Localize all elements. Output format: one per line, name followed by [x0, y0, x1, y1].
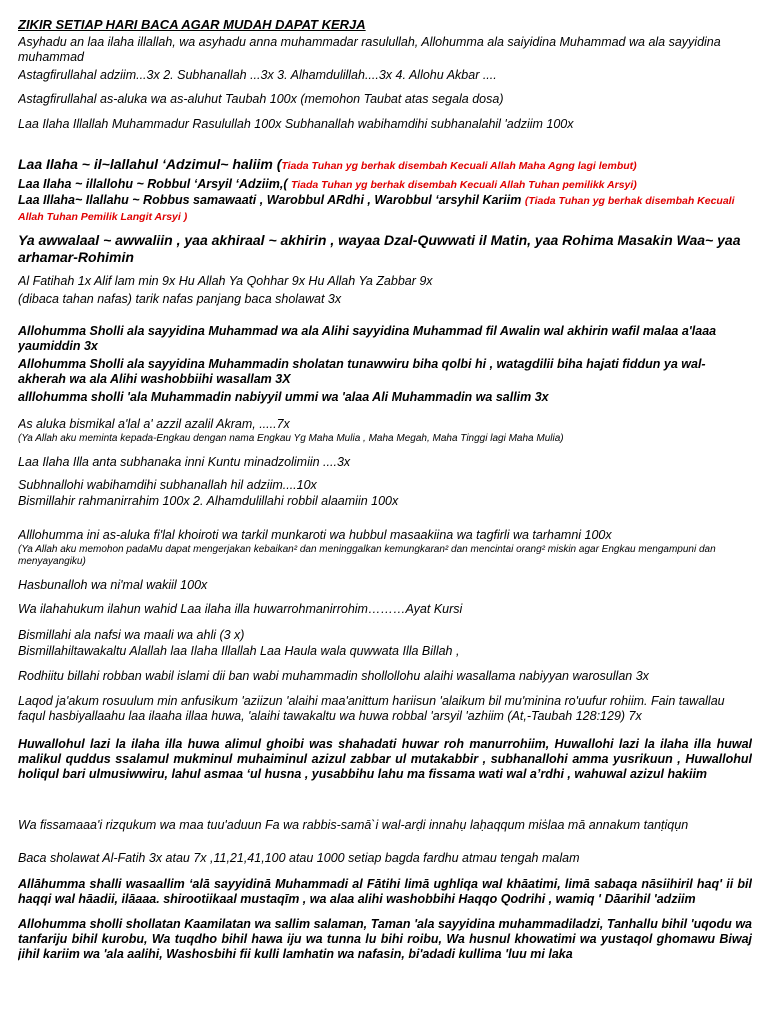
tahlil-langit-line	[18, 193, 752, 225]
hasbunalloh-line: Hasbunalloh wa ni'mal wakiil 100x	[18, 578, 208, 592]
bismillah-line: Bismillahir rahmanirrahim 100x 2. Alhamdulillahi robbil alaamiin 100x	[18, 494, 399, 508]
tahlil-langit-translation: (Tiada Tuhan yg berhak disembah Kecuali Allah Tuhan Pemilik Langit Arsyi )	[18, 195, 735, 223]
sholawat-3-line: alllohumma sholli 'ala Muhammadin nabiyyil ummi wa 'alaa Ali Muhammadin wa sallim 3x	[18, 390, 549, 404]
bismillahi-nafsi-line: Bismillahi ala nafsi wa maali wa ahli (3 x)	[18, 628, 245, 642]
tahlil-line: Laa Ilaha Illallah Muhammadur Rasulullah 100x Subhanallah wabihamdihi subhanalahil 'adziim 100x	[18, 117, 574, 131]
subhanallah-line: Subhnallohi wabihamdihi subhanallah hil adziim....10x	[18, 478, 317, 492]
fatihah-line: Al Fatihah 1x Alif lam min 9x Hu Allah Ya Qohhar 9x Hu Allah Ya Zabbar 9x	[18, 274, 433, 288]
laqod-jaakum-line: Laqod ja'akum rosuulum min anfusikum 'aziizun 'alaihi maa'anittum hariisun 'alaikum bil mu'minina ro'uufur rohiim. Fain tawallau faqul hasbiyallaahu laa ilaaha illaa huwa, 'alaihi tawakaltu wa huwa robbal 'arsyil 'azhiim (At,-Taubah 128:129) 7x	[18, 694, 725, 723]
bismikal-line: As aluka bismikal a'lal a' azzil azalil Akram, .....7x	[18, 417, 290, 431]
tahlil-langit-text: Laa Illaha~ Ilallahu ~ Robbus samawaati , Warobbul ARdhi , Warobbul ‘arsyhil Kariim	[18, 193, 525, 207]
sholawat-fatih-paragraph: Allāhumma shalli wasaallim ‘alā sayyidinā Muhammadi al Fātihi limā ughliqa wal khāatimi, limā sabaqa nāsiihiril haq' ii bil haqqi wal hāadii, ilāaaa. shirootiikaal mustaqīm , wa alaa alihi washobbihi Haqqo Qodrihi , wamiq ' Dāarihil 'adziim	[18, 877, 752, 906]
sholawat-1-line: Allohumma Sholli ala sayyidina Muhammad wa ala Alihi sayyidina Muhammad fil Awalin wal akhirin wafil malaa a'laaa yaumiddin 3x	[18, 324, 717, 353]
bismikal-translation: (Ya Allah aku meminta kepada-Engkau dengan nama Engkau Yg Maha Mulia , Maha Megah, Maha Tinggi lagi Maha Mulia)	[18, 433, 564, 444]
ayat-kursi-line: Wa ilahahukum ilahun wahid Laa ilaha illa huwarrohmanirrohim………Ayat Kursi	[18, 602, 463, 616]
tahlil-adzim-line	[18, 156, 752, 175]
tasbih-line: Astagfirullahal adziim...3x 2. Subhanallah ...3x 3. Alhamdulillah....3x 4. Allohu Akbar ....	[18, 68, 497, 82]
khoiroti-translation: (Ya Allah aku memohon padaMu dapat mengerjakan kebaikan² dan meninggalkan kemungkaran² dan mencintai orang² miskin agar Engkau mengampuni dan menyayangiku)	[18, 544, 716, 567]
tahan-nafas-line: (dibaca tahan nafas) tarik nafas panjang baca sholawat 3x	[18, 292, 342, 306]
ya-awwalal-line: Ya awwalaal ~ awwaliin , yaa akhiraal ~ akhirin , wayaa Dzal-Quwwati il Matin, yaa Rohima Masakin Waa~ yaa arhamar-Rohimin	[18, 232, 741, 265]
tahlil-arsy-text: Laa Ilaha ~ illallohu ~ Robbul ‘Arsyil ‘Adziim,(	[18, 177, 291, 191]
document-title: ZIKIR SETIAP HARI BACA AGAR MUDAH DAPAT KERJA	[18, 17, 366, 32]
tahlil-arsy-translation: Tiada Tuhan yg berhak disembah Kecuali Allah Tuhan pemilikk Arsyi)	[290, 179, 637, 191]
sholawat-2-line: Allohumma Sholli ala sayyidina Muhammadin sholatan tunawwiru biha qolbi hi , watagdilii biha hajati fiddun ya wal-akherah wa ala Alihi washobbiihi wasallam 3X	[18, 357, 706, 386]
tahlil-arsy-line	[18, 177, 752, 193]
sholawat-fatih-instruction: Baca sholawat Al-Fatih 3x atau 7x ,11,21,41,100 atau 1000 setiap bagda fardhu atmau tengah malam	[18, 851, 580, 865]
tawakaltu-line: Bismillahiltawakaltu Alallah laa Ilaha Illallah Laa Haula wala quwwata Illa Billah ,	[18, 644, 460, 658]
tahlil-adzim-text: Laa Ilaha ~ il~lallahul ‘Adzimul~ haliim (	[18, 156, 282, 172]
syahadat-line: Asyhadu an laa ilaha illallah, wa asyhadu anna muhammadar rasulullah, Allohumma ala saiyidina Muhammad wa ala sayyidina muhammad	[18, 35, 721, 64]
taubah-line: Astagfirullahal as-aluka wa as-aluhut Taubah 100x (memohon Taubat atas segala dosa)	[18, 92, 504, 106]
khoiroti-line: Alllohumma ini as-aluka fi'lal khoiroti wa tarkil munkaroti wa hubbul masaakiina wa tagfirli wa tarhamni 100x	[18, 528, 612, 542]
sholawat-nariyah-paragraph: Allohumma sholli shollatan Kaamilatan wa sallim salaman, Taman 'ala sayyidina muhammadiladzi, Tanhallu bihil 'uqodu wa tanfariju bihil kurobu, Wa tuqdho bihil hawa iju wa tunna lu bihi roibu, Wa husnul khowatimi wa yustaqol ghomawu Biwaj jihil kariim wa 'ala aalihi, Washosbihi fii kulli lamhatin wa nafasin, bi'adadi kullima 'luu mi laka	[18, 917, 752, 961]
nabi-yunus-line: Laa Ilaha Illa anta subhanaka inni Kuntu minadzolimiin ....3x	[18, 455, 351, 469]
rodhiitu-line: Rodhiitu billahi robban wabil islami dii ban wabi muhammadin shollollohu alaihi wasallama nabiyyan warosullan 3x	[18, 669, 649, 683]
huwallohul-paragraph: Huwallohul lazi la ilaha illa huwa alimul ghoibi was shahadati huwar roh manurrohiim, Huwallohi lazi la ilaha illa huwal malikul quddus ssalamul mukminul muhaiminul azizul zabbar ul mutakabbir , subhanallohi amma yusrikuun , Huwallohul holiqul bari ulmusiwwiru, lahul asmaa ‘ul husna , yusabbihu lahu ma fissama wati wal a’rdhi , wahuwal azizul hakiim	[18, 737, 752, 781]
rizqukum-line: Wa fissamaaa'i rizqukum wa maa tuu'aduun Fa wa rabbis-samā`i wal-arḍi innahụ laḥaqqum miṡlaa mā annakum tanṭiqụn	[18, 818, 689, 832]
tahlil-adzim-translation: Tiada Tuhan yg berhak disembah Kecuali Allah Maha Agng lagi lembut)	[281, 160, 637, 172]
